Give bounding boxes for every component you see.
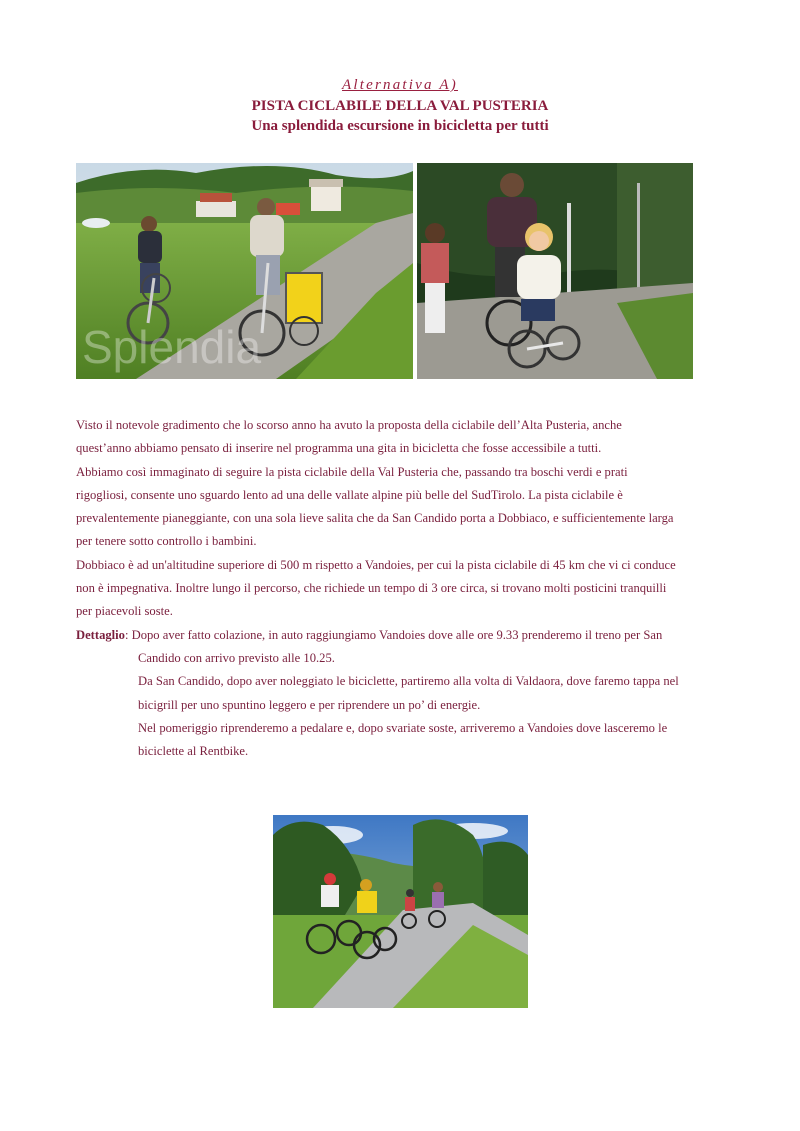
detail-line: Nel pomeriggio riprenderemo a pedalare e, dopo svariate soste, arriveremo a Vandoies dove lasceremo le (138, 720, 668, 735)
watermark-text: Splendia (82, 321, 262, 373)
text-line: per piacevoli soste. (76, 604, 173, 619)
page-header (0, 74, 800, 136)
alternative-heading: Alternativa A) (342, 77, 458, 93)
description-text (76, 414, 736, 763)
text-line: per tenere sotto controllo i bambini. (76, 534, 257, 549)
detail-line: Da San Candido, dopo aver noleggiato le biciclette, partiremo alla volta di Valdaora, dove faremo tappa nel (138, 674, 679, 689)
detail-text: : Dopo aver fatto colazione, in auto raggiungiamo Vandoies dove alle ore 9.33 prenderemo il treno per San (124, 627, 663, 642)
text-line: Dobbiaco è ad un'altitudine superiore di 500 m rispetto a Vandoies, per cui la pista ciclabile di 45 km che vi ci conduce (76, 557, 676, 572)
text-line: Visto il notevole gradimento che lo scorso anno ha avuto la proposta della ciclabile dell’Alta Pusteria, anche (76, 418, 622, 432)
detail-line: bicigrill per uno spuntino leggero e per riprendere un po’ di energie. (138, 697, 481, 712)
photo-group-cycling-country-road (273, 815, 528, 1008)
detail-line: Candido con arrivo previsto alle 10.25. (138, 650, 335, 665)
photo-cyclists-with-trailer (76, 163, 413, 379)
text-line: quest’anno abbiamo pensato di inserire nel programma una gita in bicicletta che fosse accessibile a tutti. (76, 441, 602, 456)
detail-line: biciclette al Rentbike. (138, 744, 249, 759)
text-line: Abbiamo così immaginato di seguire la pista ciclabile della Val Pusteria che, passando tra boschi verdi e prati (76, 464, 628, 479)
text-line: non è impegnativa. Inoltre lungo il percorso, che richiede un tempo di 3 ore circa, si trovano molti posticini tranquilli (76, 581, 667, 596)
text-line: rigogliosi, consente uno sguardo lento ad una delle vallate alpine più belle del SudTirolo. La pista ciclabile è (76, 487, 623, 502)
text-line: prevalentemente pianeggiante, con una sola lieve salita che da San Candido porta a Dobbiaco, e sufficientemente larga (76, 511, 674, 526)
detail-first-line (76, 624, 736, 647)
page-title: PISTA CICLABILE DELLA VAL PUSTERIA (251, 98, 549, 114)
page-subtitle: Una splendida escursione in bicicletta per tutti (251, 118, 549, 134)
detail-label: Dettaglio (76, 627, 125, 642)
photo-father-and-child-cycling (417, 163, 693, 379)
